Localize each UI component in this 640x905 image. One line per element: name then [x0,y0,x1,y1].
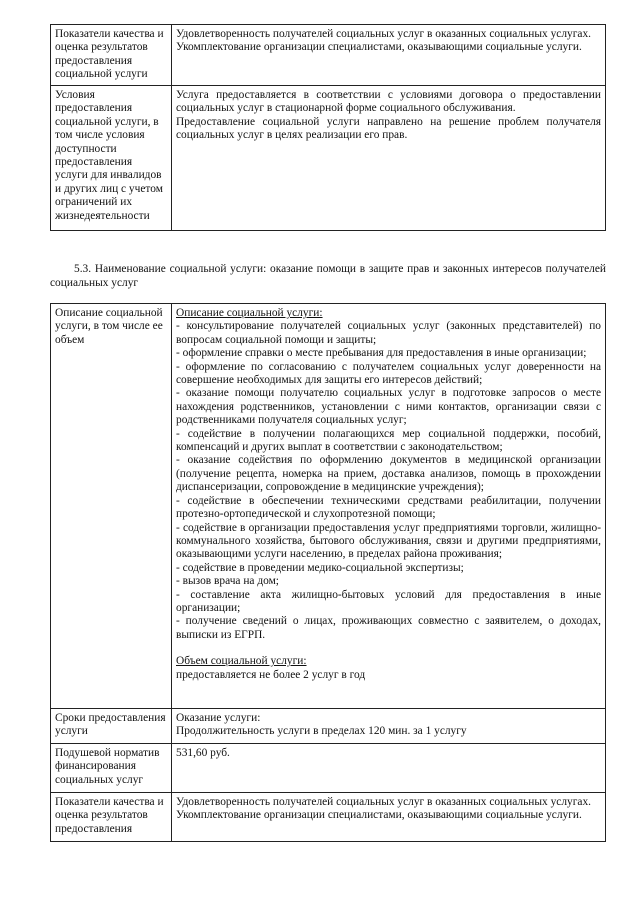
paragraph: Укомплектование организации специалистами, оказывающими социальные услуги. [176,41,582,54]
row-content-quality [172,793,606,842]
list-item: - содействие в получении полагающихся мер социальной поддержки, пособий, компенсаций и других выплат в соответствии с законодательством; [176,427,601,454]
list-item: - содействие в организации предоставления услуг предприятиями торговли, жилищно-коммунального хозяйства, бытового обслуживания, связи и другими предприятиями, оказывающими услуги населению, в пределах района проживания; [176,521,601,561]
row-label-terms: Сроки предоставления услуги [51,709,172,744]
list-item: - содействие в обеспечении техническими средствами реабилитации, получении протезно-ортопедической и слухопротезной помощи; [176,494,601,521]
list-item: - консультирование получателей социальных услуг (законных представителей) по вопросам социальной помощи и защиты; [176,320,601,346]
paragraph: Услуга предоставляется в соответствии с условиями договора о предоставлении социальных услуг в стационарной форме социального обслуживания. [176,89,601,115]
paragraph: Продолжительность услуги в пределах 120 мин. за 1 услугу [176,725,467,738]
list-item: - получение сведений о лицах, проживающих совместно с заявителем, о доходах, выписки из ЕГРП. [176,615,601,641]
section-heading: 5.3. Наименование социальной услуги: оказание помощи в защите прав и законных интересов получателей социальных услуг [50,263,606,289]
row-label-norm: Подушевой норматив финансирования социальных услуг [51,744,172,793]
service-description-table [50,303,606,842]
paragraph: Предоставление социальной услуги направлено на решение проблем получателя социальных услуг в целях реализации его прав. [176,115,601,142]
quality-conditions-table [50,24,606,231]
row-content-quality [172,25,606,86]
row-label-quality: Показатели качества и оценка результатов предоставления [51,793,172,842]
paragraph: Укомплектование организации специалистами, оказывающими социальные услуги. [176,809,582,822]
table-row [51,744,606,793]
list-item: - составление акта жилищно-бытовых условий для предоставления в иные организации; [176,588,601,614]
table-row [51,86,606,231]
row-content-conditions [172,86,606,231]
list-item: - оказание помощи получателю социальных услуг в подготовке запросов о месте нахождения родственников, установлении с ними контактов, организации связи с родственниками получателя социальных услуг; [176,387,601,427]
paragraph: Удовлетворенность получателей социальных услуг в оказанных социальных услугах. [176,796,591,808]
table-row [51,709,606,744]
list-item: - оформление по согласованию с получателем социальных услуг доверенности на совершение необходимых для защиты его интересов действий; [176,360,601,387]
row-content-description [172,304,606,709]
row-label-description: Описание социальной услуги, в том числе ее объем [51,304,172,709]
table-row [51,793,606,842]
row-content-norm: 531,60 руб. [172,744,606,793]
list-item: - оказание содействия по оформлению документов в медицинской организации (получение рецепта, номерка на прием, доставка анализов, помощь в прохождении диспансеризации, сопровождение в медицинские учреждения); [176,454,601,494]
list-item: - содействие в проведении медико-социальной экспертизы; [176,561,464,574]
table-row [51,304,606,709]
volume-title: Объем социальной услуги: [176,655,307,668]
paragraph: Удовлетворенность получателей социальных услуг в оказанных социальных услугах. [176,28,591,40]
row-label-conditions: Условия предоставления социальной услуги, в том числе условия доступности предоставления услуги для инвалидов и других лиц с учетом ограничений их жизнедеятельности [51,86,172,231]
list-item: - оформление справки о месте пребывания для предоставления в иные организации; [176,347,587,360]
paragraph: Оказание услуги: [176,712,261,724]
list-item: - вызов врача на дом; [176,575,279,588]
volume-text: предоставляется не более 2 услуг в год [176,668,366,681]
description-list [176,320,601,642]
row-label-quality: Показатели качества и оценка результатов предоставления социальной услуги [51,25,172,86]
table-row [51,25,606,86]
description-title: Описание социальной услуги: [176,307,323,319]
row-content-terms [172,709,606,744]
